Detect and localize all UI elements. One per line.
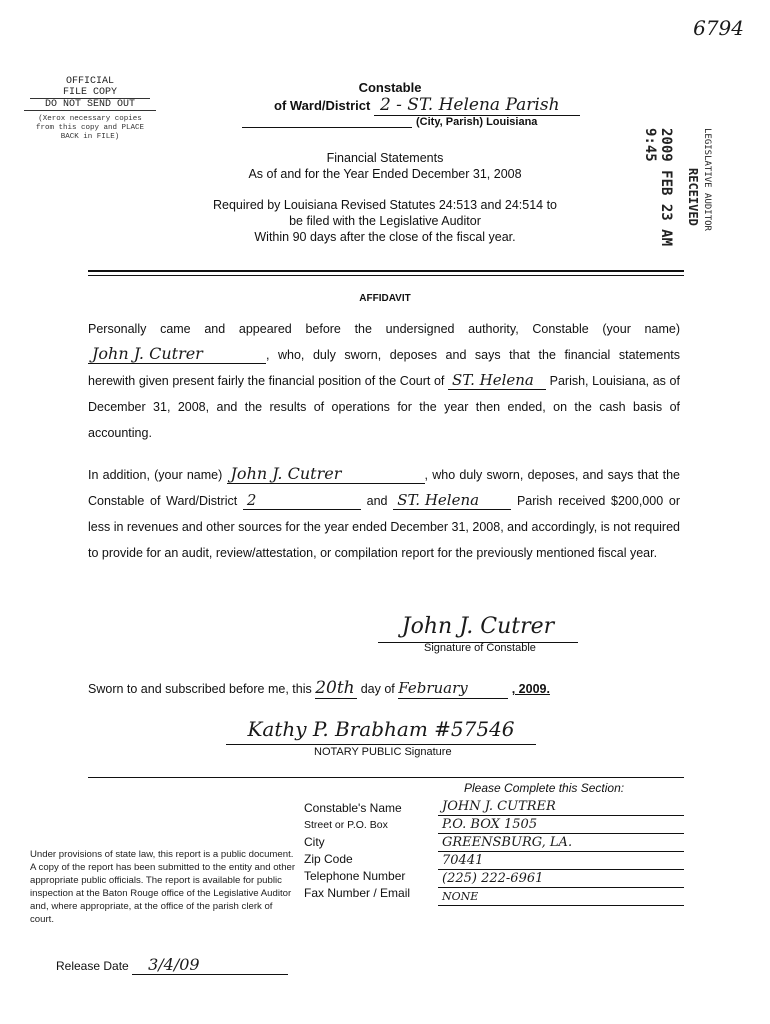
city-parish-rule <box>242 127 412 128</box>
contact-label-telephone: Telephone Number <box>304 869 406 883</box>
contact-labels <box>304 800 434 902</box>
p2-text-and: and <box>366 494 388 508</box>
p1-text-c: Parish, Louisiana, as of December 31, 2008, and the results of operations for the year then ended, on the cash basis of accounting. <box>88 374 680 440</box>
received-stamp-title: RECEIVED <box>686 168 700 226</box>
ward-value: 2 - ST. Helena Parish <box>374 95 580 116</box>
fs-title: Financial Statements <box>326 151 444 165</box>
fs-period: As of and for the Year Ended December 31, 2008 <box>248 167 522 181</box>
p2-parish: ST. Helena <box>393 491 511 510</box>
affidavit-paragraph-2 <box>88 462 680 566</box>
received-stamp-office: LEGISLATIVE AUDITOR <box>702 128 712 231</box>
release-date-label: Release Date <box>56 959 129 973</box>
contact-section-rule <box>88 777 684 778</box>
requirement-line-2: be filed with the Legislative Auditor <box>289 214 481 228</box>
sworn-month: February <box>398 678 508 699</box>
requirement-line-1: Required by Louisiana Revised Statutes 24:513 and 24:514 to <box>213 198 557 212</box>
constable-signature: John J. Cutrer <box>378 612 578 643</box>
p2-text-b: , who duly sworn, deposes, and says that the Constable of Ward/District <box>88 468 680 508</box>
contact-value-name: JOHN J. CUTRER <box>438 798 684 816</box>
contact-value-street: P.O. BOX 1505 <box>438 816 684 834</box>
p1-court-name: ST. Helena <box>448 371 546 390</box>
ward-label: of Ward/District <box>274 98 371 113</box>
contact-label-fax: Fax Number / Email <box>304 886 411 900</box>
sworn-line <box>88 676 688 702</box>
contact-value-city: GREENSBURG, LA. <box>438 834 684 852</box>
contact-heading: Please Complete this Section: <box>464 781 625 795</box>
stamp-line-file-copy: FILE COPY <box>30 87 150 99</box>
public-notice: Under provisions of state law, this report is a public document. A copy of the report has been submitted to the entity and other appropriate public officials. The report is available for public inspection at the Baton Rouge office of the Legislative Auditor and, where appropriate, at the office of the parish clerk of court. <box>30 849 296 925</box>
p2-ward: 2 <box>243 491 361 510</box>
p2-constable-name: John J. Cutrer <box>227 465 425 484</box>
contact-value-telephone: (225) 222-6961 <box>438 870 684 888</box>
contact-label-street: Street or P.O. Box <box>304 819 388 831</box>
release-date <box>56 955 288 975</box>
header-rule-bottom <box>88 275 684 276</box>
ward-district-line <box>274 95 614 116</box>
p2-text-c: Parish received $200,000 or less in revenues and other sources for the year ended December 31, 2008, and accordingly, is not required to provide for an audit, review/attestation, or compilation report for the previously mentioned fiscal year. <box>88 494 680 560</box>
p1-text-b: , who, duly sworn, deposes and says that the financial statements herewith given present fairly the financial position of the Court of <box>88 348 680 388</box>
affidavit-paragraph-1 <box>88 316 680 446</box>
contact-label-city: City <box>304 835 325 849</box>
affidavit-heading: AFFIDAVIT <box>359 293 411 304</box>
stamp-line-do-not-send: DO NOT SEND OUT <box>24 99 156 111</box>
release-date-value: 3/4/09 <box>132 955 288 975</box>
sworn-text-a: Sworn to and subscribed before me, this <box>88 682 312 696</box>
stamp-line-official: OFFICIAL <box>65 76 114 87</box>
notary-signature-label: NOTARY PUBLIC Signature <box>314 746 452 758</box>
contact-label-name: Constable's Name <box>304 801 402 815</box>
requirement-line-3: Within 90 days after the close of the fiscal year. <box>254 230 516 244</box>
sworn-year: , 2009. <box>511 682 550 696</box>
official-file-copy-stamp <box>24 76 156 142</box>
notary-signature: Kathy P. Brabham #57546 <box>226 714 536 745</box>
received-stamp-date: 2009 FEB 23 AM 9:45 <box>642 128 674 247</box>
city-parish-label: (City, Parish) Louisiana <box>416 116 538 128</box>
constable-signature-label: Signature of Constable <box>424 642 536 654</box>
header-title: Constable <box>358 80 422 95</box>
contact-values <box>438 798 684 906</box>
sworn-text-b: day of <box>360 682 395 696</box>
header-rule-top <box>88 270 684 272</box>
received-stamp <box>640 124 720 274</box>
contact-value-fax: NONE <box>438 888 684 906</box>
stamp-note: (Xerox necessary copies from this copy and PLACE BACK in FILE) <box>35 115 145 141</box>
p2-text-a: In addition, (your name) <box>88 468 223 482</box>
sworn-day: 20th <box>315 678 357 699</box>
p1-constable-name: John J. Cutrer <box>88 345 266 364</box>
page-number: 6794 <box>693 16 744 40</box>
contact-value-zip: 70441 <box>438 852 684 870</box>
contact-label-zip: Zip Code <box>304 852 353 866</box>
p1-text-a: Personally came and appeared before the undersigned authority, Constable (your name) <box>88 322 680 336</box>
